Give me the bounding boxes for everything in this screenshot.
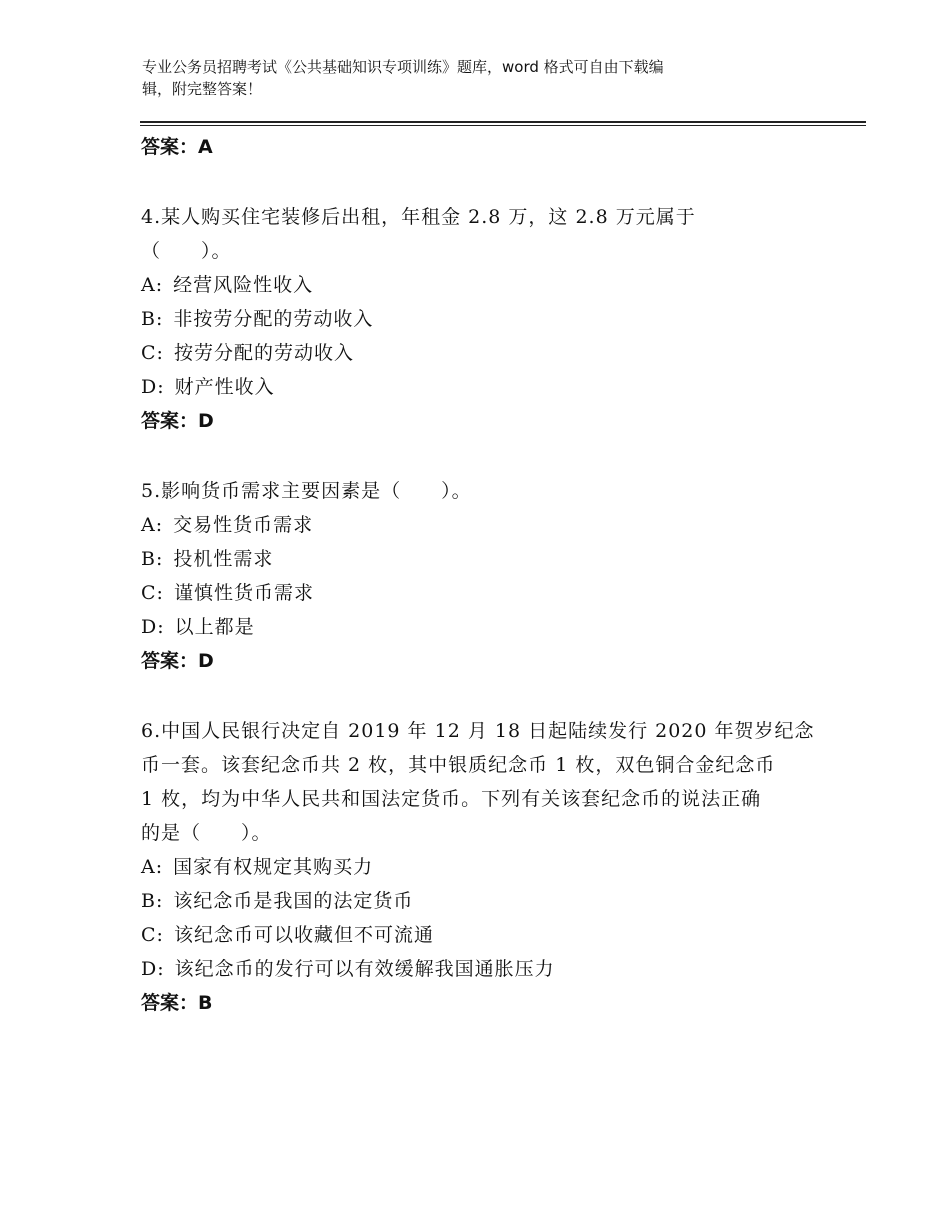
option-b: B: 非按劳分配的劳动收入 — [141, 308, 374, 330]
option-b: B: 投机性需求 — [141, 548, 274, 570]
header-line-1: 专业公务员招聘考试《公共基础知识专项训练》题库，word 格式可自由下载编 — [142, 58, 664, 76]
question-stem — [141, 714, 821, 850]
question-stem-line: 的是（ ）。 — [141, 822, 272, 844]
option-b: B: 该纪念币是我国的法定货币 — [141, 890, 414, 912]
option-c: C: 按劳分配的劳动收入 — [141, 342, 354, 364]
question-stem — [141, 200, 821, 268]
option-d: D: 以上都是 — [141, 616, 255, 638]
question-stem-line: 5.影响货币需求主要因素是（ ）。 — [141, 480, 472, 502]
question-stem-line: 1 枚，均为中华人民共和国法定货币。下列有关该套纪念币的说法正确 — [141, 788, 762, 810]
question-stem-line: （ ）。 — [141, 240, 232, 262]
answer: 答案：B — [141, 992, 213, 1014]
document-header — [142, 56, 792, 100]
question-stem — [141, 474, 821, 508]
header-line-2: 辑，附完整答案！ — [142, 80, 263, 98]
header-rule-thin — [140, 125, 866, 126]
document-body — [141, 128, 821, 1020]
answer-previous: 答案：A — [141, 136, 213, 158]
option-d: D: 该纪念币的发行可以有效缓解我国通胀压力 — [141, 958, 555, 980]
answer: 答案：D — [141, 650, 214, 672]
option-c: C: 谨慎性货币需求 — [141, 582, 314, 604]
answer: 答案：D — [141, 410, 214, 432]
option-d: D: 财产性收入 — [141, 376, 275, 398]
option-c: C: 该纪念币可以收藏但不可流通 — [141, 924, 434, 946]
question-stem-line: 币一套。该套纪念币共 2 枚，其中银质纪念币 1 枚，双色铜合金纪念币 — [141, 754, 776, 776]
option-a: A: 交易性货币需求 — [141, 514, 314, 536]
header-rule-thick — [140, 121, 866, 123]
question-stem-line: 6.中国人民银行决定自 2019 年 12 月 18 日起陆续发行 2020 年贺岁纪念 — [141, 720, 815, 742]
question-4 — [141, 200, 821, 438]
question-5 — [141, 474, 821, 678]
option-a: A: 经营风险性收入 — [141, 274, 314, 296]
question-stem-line: 4.某人购买住宅装修后出租，年租金 2.8 万，这 2.8 万元属于 — [141, 206, 696, 228]
question-6 — [141, 714, 821, 1020]
option-a: A: 国家有权规定其购买力 — [141, 856, 374, 878]
